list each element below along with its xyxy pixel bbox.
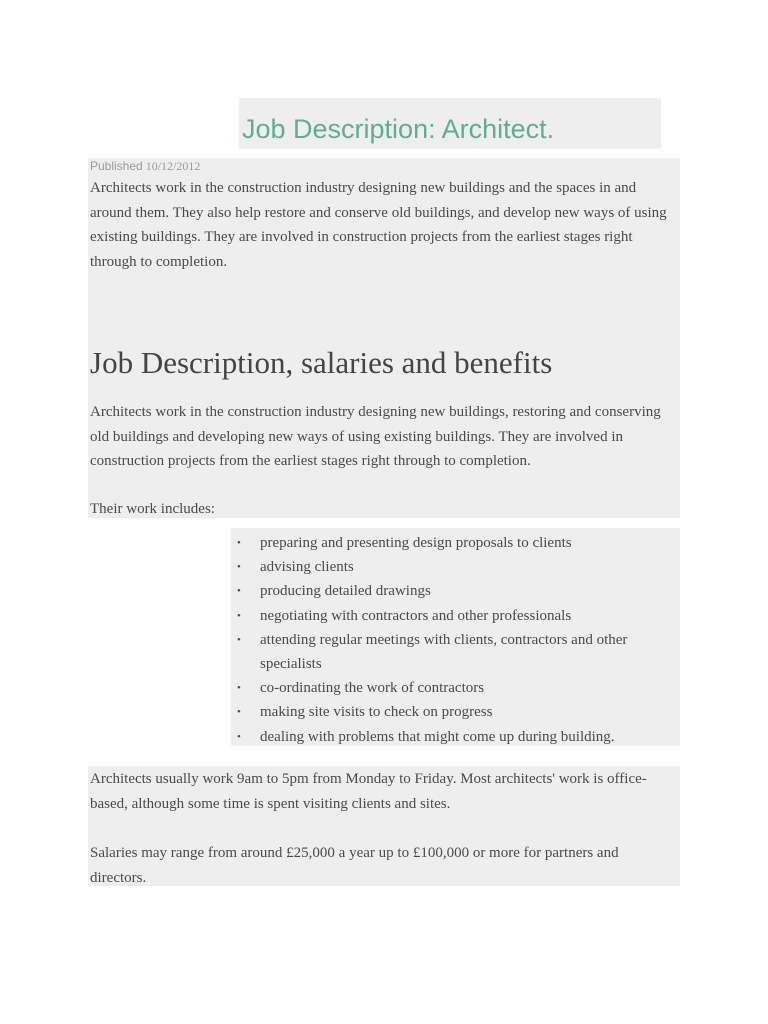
bullet-icon: • — [237, 585, 241, 598]
list-item — [231, 555, 671, 579]
list-item — [231, 531, 671, 555]
list-item — [231, 700, 671, 724]
bullet-icon: • — [237, 537, 241, 549]
list-item — [231, 604, 671, 628]
list-item — [231, 579, 671, 603]
description-paragraph: Architects work in the construction industry designing new buildings, restoring and conserving old buildings and developing new ways of using existing buildings. They are involved in construction projects from the earliest stages right through to completion. — [90, 404, 661, 469]
list-item-text: preparing and presenting design proposals to clients — [260, 535, 572, 551]
intro-paragraph: Architects work in the construction industry designing new buildings and the spaces in and around them. They also help restore and conserve old buildings, and develop new ways of using existing buildings. They are involved in construction projects from the earliest stages right through to completion. — [90, 180, 667, 271]
includes-label: Their work includes: — [90, 501, 215, 517]
list-item-text: producing detailed drawings — [260, 583, 431, 600]
published-date: 10/12/2012 — [145, 159, 201, 173]
list-item-text: making site visits to check on progress — [260, 704, 493, 721]
published-line — [90, 158, 200, 174]
section-title: Job Description, salaries and benefits — [90, 345, 553, 380]
content-block-main — [88, 158, 680, 518]
published-label: Published — [90, 159, 143, 173]
bullet-icon: • — [237, 706, 241, 719]
hours-paragraph: Architects usually work 9am to 5pm from Monday to Friday. Most architects' work is office-based, although some time is spent visiting clients and sites. — [90, 771, 647, 812]
list-item — [231, 676, 671, 700]
salary-paragraph: Salaries may range from around £25,000 a year up to £100,000 or more for partners and directors. — [90, 845, 619, 886]
bullet-icon: • — [237, 730, 241, 743]
list-item — [231, 725, 671, 749]
bullet-icon: • — [237, 561, 241, 574]
list-item-text: co-ordinating the work of contractors — [260, 680, 485, 697]
bullet-icon: • — [237, 609, 241, 622]
content-block-hours-salary — [88, 766, 680, 886]
duties-list — [231, 531, 671, 749]
list-item-text: advising clients — [260, 559, 354, 576]
bullet-icon: • — [237, 682, 241, 695]
list-item-text: dealing with problems that might come up during building. — [260, 728, 615, 745]
duties-list-box — [231, 528, 680, 746]
list-item-text: negotiating with contractors and other professionals — [260, 607, 572, 624]
page-title: Job Description: Architect. — [242, 114, 555, 144]
list-item — [231, 628, 671, 676]
title-box — [239, 98, 661, 149]
bullet-icon: • — [237, 633, 241, 646]
list-item-text: attending regular meetings with clients, contractors and other specialists — [260, 631, 628, 673]
